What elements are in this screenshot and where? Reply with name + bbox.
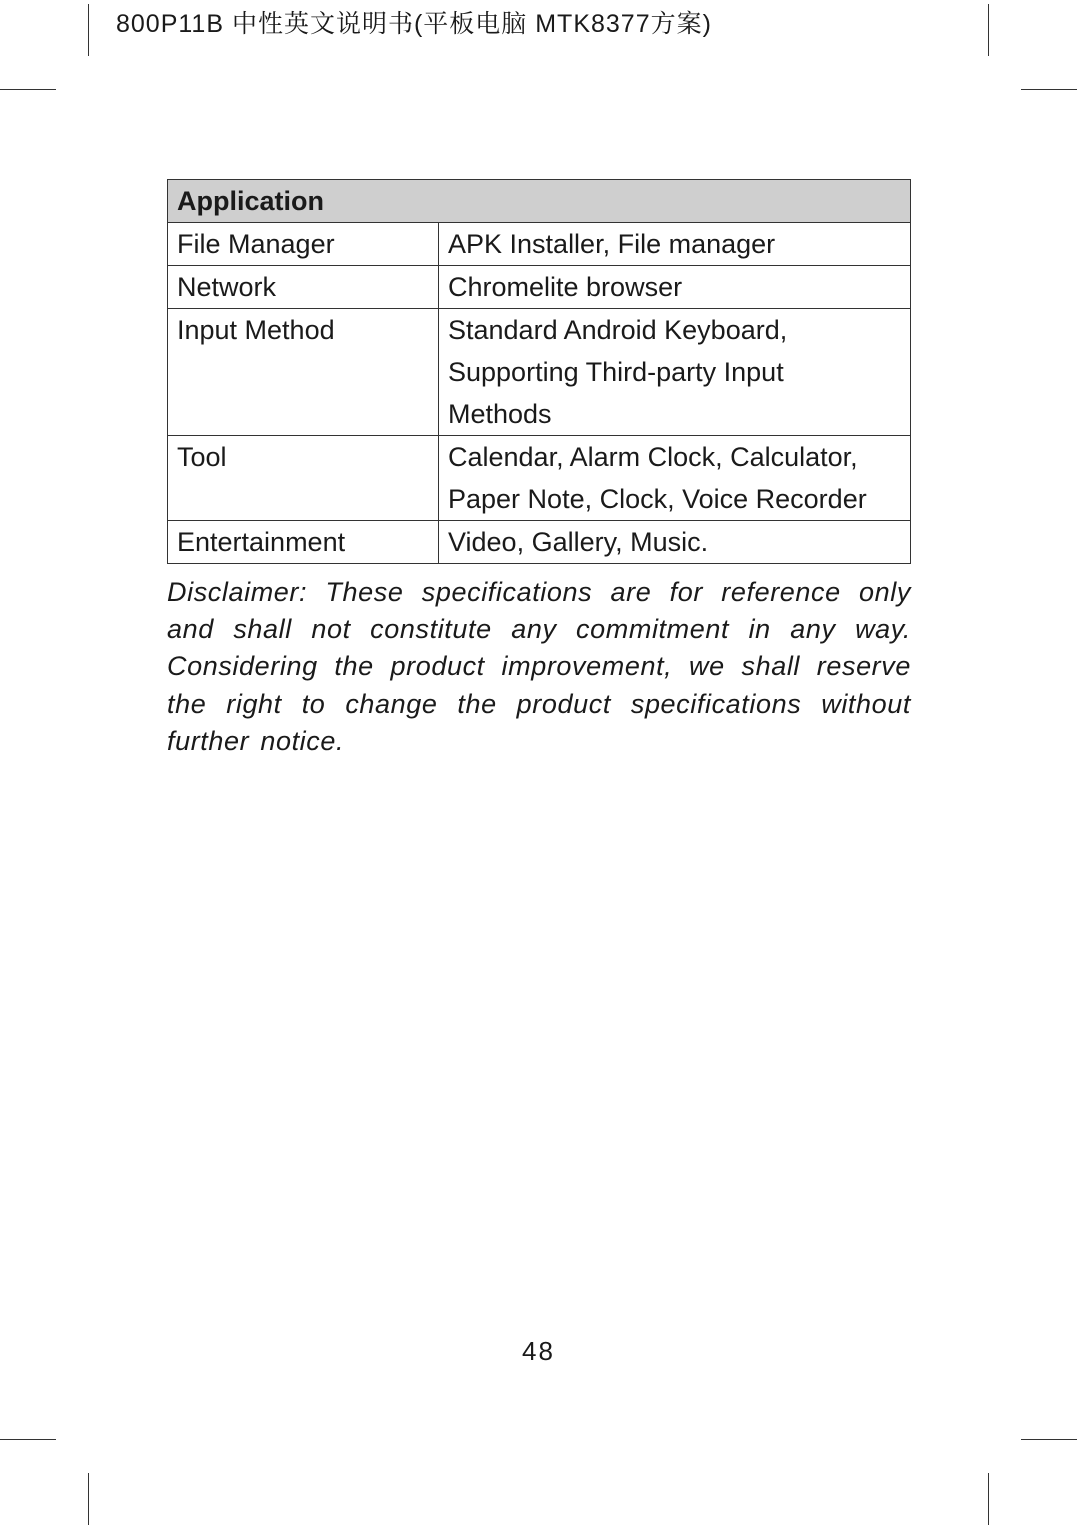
row-label: Tool	[168, 436, 439, 521]
row-value-line: Calendar, Alarm Clock, Calculator,	[448, 442, 858, 472]
table-row	[168, 521, 911, 564]
table-row	[168, 266, 911, 309]
page-number: 48	[522, 1336, 555, 1366]
row-label: Network	[168, 266, 439, 309]
row-value-line: Supporting Third-party Input	[448, 357, 784, 387]
crop-mark-top-left-horizontal	[0, 89, 56, 90]
crop-mark-top-right-horizontal	[1021, 89, 1077, 90]
row-value	[439, 309, 911, 436]
table-heading: Application	[168, 180, 911, 223]
application-spec-table	[167, 179, 911, 564]
row-label: Input Method	[168, 309, 439, 436]
row-value	[439, 223, 911, 266]
row-label: Entertainment	[168, 521, 439, 564]
crop-mark-bottom-left-horizontal	[0, 1439, 56, 1440]
row-value-line: Chromelite browser	[448, 272, 683, 302]
row-value-line: Methods	[448, 399, 552, 429]
document-header-title: 800P11B 中性英文说明书(平板电脑 MTK8377方案)	[116, 10, 712, 38]
crop-mark-bottom-right-horizontal	[1021, 1439, 1077, 1440]
crop-mark-top-right-vertical	[988, 4, 989, 56]
row-value-line: Standard Android Keyboard,	[448, 315, 788, 345]
table-row	[168, 223, 911, 266]
table-header-row	[168, 180, 911, 223]
table-row	[168, 436, 911, 521]
row-value	[439, 521, 911, 564]
row-label: File Manager	[168, 223, 439, 266]
crop-mark-bottom-left-vertical	[88, 1473, 89, 1525]
crop-mark-top-left-vertical	[88, 4, 89, 56]
row-value-line: Paper Note, Clock, Voice Recorder	[448, 484, 867, 514]
row-value-line: Video, Gallery, Music.	[448, 527, 709, 557]
row-value	[439, 266, 911, 309]
row-value-line: APK Installer, File manager	[448, 229, 776, 259]
disclaimer-paragraph: Disclaimer: These specifications are for reference only and shall not constitute any commitment in any way. Considering the product improvement, we shall reserve the right to change the product specifications without further notice.	[167, 577, 911, 756]
row-value	[439, 436, 911, 521]
crop-mark-bottom-right-vertical	[988, 1473, 989, 1525]
table-row	[168, 309, 911, 436]
